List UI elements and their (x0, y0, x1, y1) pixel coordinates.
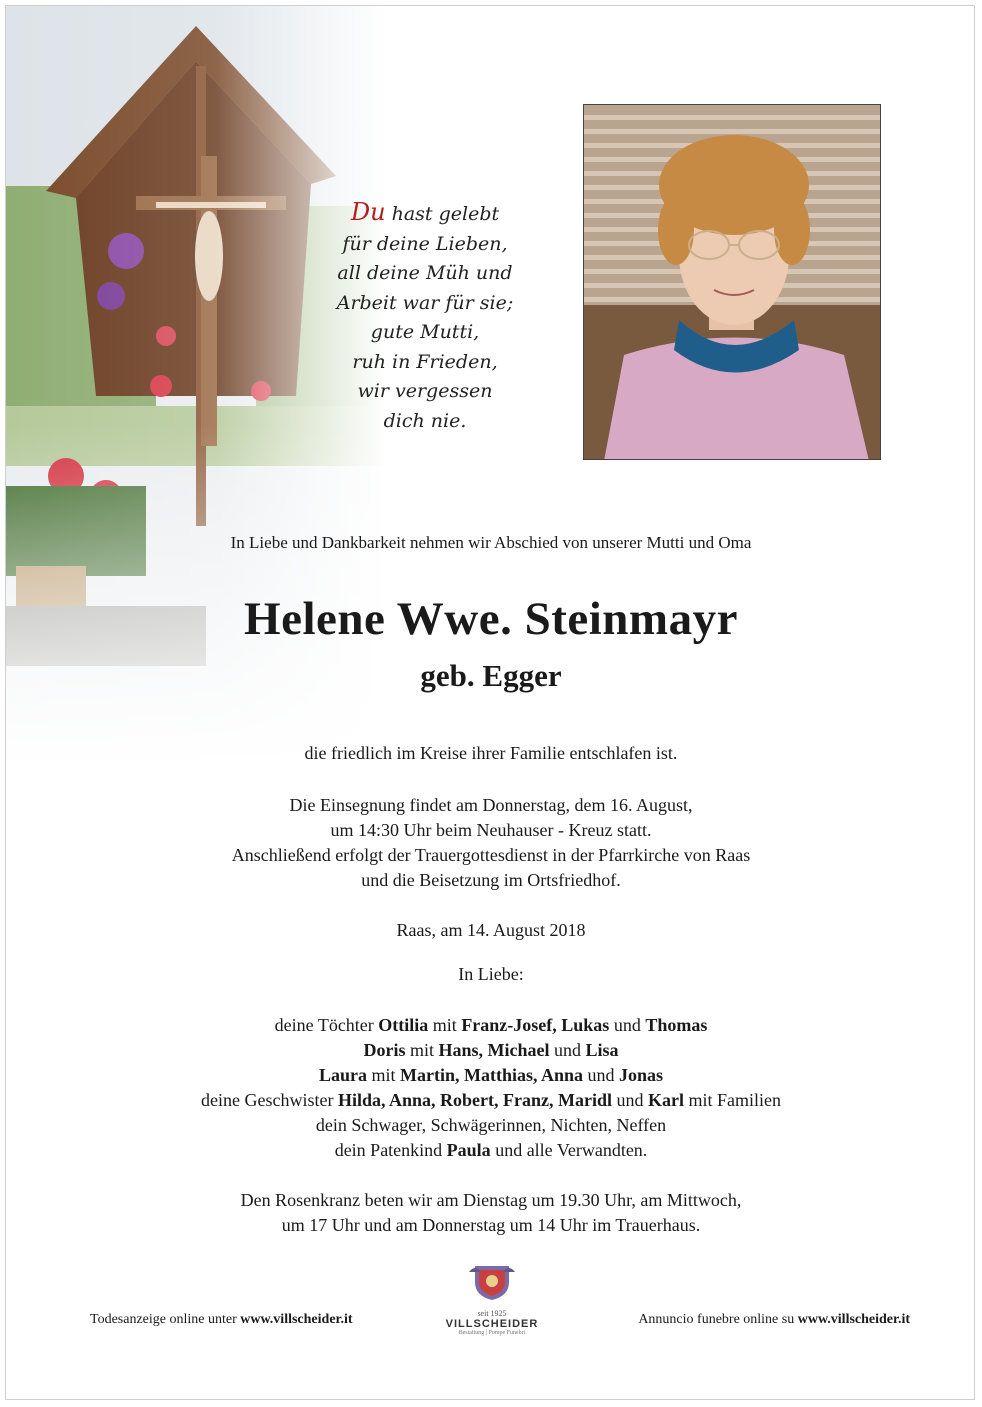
maiden-name: geb. Egger (420, 658, 562, 693)
ceremony-line-2: um 14:30 Uhr beim Neuhauser - Kreuz statt. (330, 820, 652, 840)
ceremony-line-3: Anschließend erfolgt der Trauergottesdienst in der Pfarrkirche von Raas (231, 845, 751, 865)
logo-since: seit 1925 (477, 1309, 507, 1318)
footer-left: Todesanzeige online unter www.villscheider.it (90, 1312, 353, 1327)
footer-right: Annuncio funebre online su www.villscheider.it (638, 1312, 910, 1327)
poem-line-4: Arbeit war für sie; (336, 291, 514, 314)
poem (300, 198, 550, 436)
mourners-block (0, 1013, 982, 1163)
poem-line-8: dich nie. (383, 409, 467, 432)
mourners-line-4: deine Geschwister Hilda, Anna, Robert, Franz, Maridl und Karl mit Familien (201, 1090, 781, 1110)
poem-line-6: ruh in Frieden, (352, 350, 498, 373)
logo-subtitle: Bestattung | Pompe Funebri (458, 1330, 526, 1336)
footer-left-link[interactable]: www.villscheider.it (240, 1312, 353, 1327)
poem-line-2: für deine Lieben, (342, 232, 508, 255)
ceremony-block (0, 793, 982, 893)
mourners-line-5: dein Schwager, Schwägerinnen, Nichten, Neffen (315, 1115, 667, 1135)
footer-right-link[interactable]: www.villscheider.it (797, 1312, 910, 1327)
poem-line-3: all deine Müh und (337, 262, 513, 284)
ceremony-line-1: Die Einsegnung findet am Donnerstag, dem 16. August, (289, 795, 693, 815)
deceased-name: Helene Wwe. Steinmayr (244, 593, 738, 645)
rosary-block (0, 1188, 982, 1238)
poem-line-5: gute Mutti, (370, 321, 480, 343)
villscheider-logo (437, 1262, 547, 1352)
mourners-line-3: Laura mit Martin, Matthias, Anna und Jonas (318, 1065, 664, 1085)
poem-line-7: wir vergessen (357, 380, 493, 402)
intro-line: In Liebe und Dankbarkeit nehmen wir Abschied von unserer Mutti und Oma (230, 533, 752, 552)
mourners-line-2: Doris mit Hans, Michael und Lisa (363, 1040, 619, 1060)
rosary-line-2: um 17 Uhr und am Donnerstag um 14 Uhr im Trauerhaus. (281, 1215, 701, 1235)
rosary-line-1: Den Rosenkranz beten wir am Dienstag um 19.30 Uhr, am Mittwoch, (240, 1190, 742, 1210)
in-love-heading: In Liebe: (458, 964, 524, 984)
poem-first-word: Du (350, 198, 386, 226)
passing-line: die friedlich im Kreise ihrer Familie entschlafen ist. (304, 743, 678, 763)
ceremony-line-4: und die Beisetzung im Ortsfriedhof. (361, 870, 621, 890)
portrait-photo (583, 104, 881, 460)
place-date: Raas, am 14. August 2018 (396, 920, 586, 940)
crest-icon (467, 1262, 517, 1302)
mourners-line-6: dein Patenkind Paula und alle Verwandten. (334, 1140, 648, 1160)
mourners-line-1: deine Töchter Ottilia mit Franz-Josef, Lukas und Thomas (274, 1015, 708, 1035)
poem-line-1: Du hast gelebt (350, 198, 500, 226)
logo-brand: VILLSCHEIDER (445, 1318, 539, 1330)
